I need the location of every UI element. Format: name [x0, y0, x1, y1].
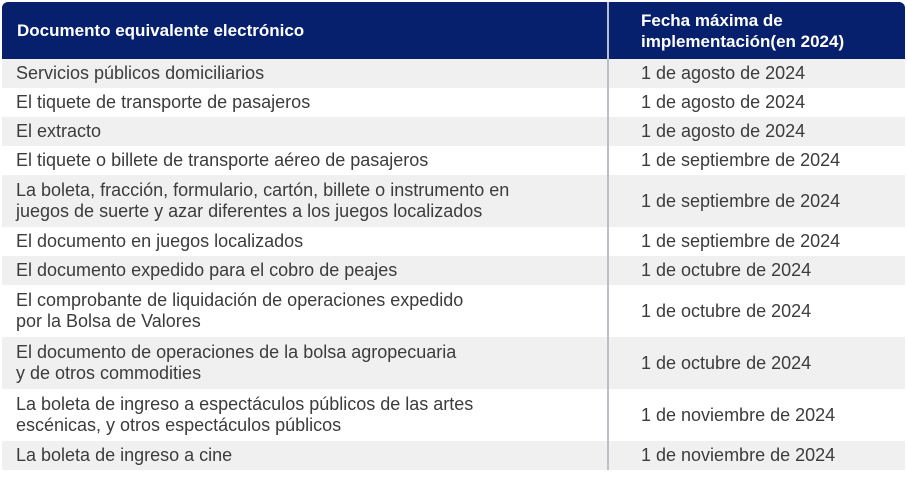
header-document-column: Documento equivalente electrónico: [2, 2, 609, 59]
document-text-line-1: El comprobante de liquidación de operaciones expedido: [16, 290, 464, 310]
table-row: [2, 389, 905, 441]
table-row: [2, 256, 905, 285]
document-cell: [2, 285, 609, 337]
document-text: El documento en juegos localizados: [16, 231, 304, 251]
date-cell: 1 de agosto de 2024: [641, 63, 806, 83]
table-row: [2, 337, 905, 389]
table-row: [2, 175, 905, 227]
date-cell: 1 de noviembre de 2024: [641, 445, 836, 465]
document-text: El documento expedido para el cobro de peajes: [16, 260, 398, 280]
document-text-line-2: juegos de suerte y azar diferentes a los juegos localizados: [16, 201, 483, 221]
date-cell: 1 de septiembre de 2024: [641, 150, 841, 170]
document-cell: [2, 337, 609, 389]
date-cell: 1 de octubre de 2024: [641, 300, 812, 321]
document-text: El tiquete o billete de transporte aéreo de pasajeros: [16, 150, 429, 170]
document-text-line-1: La boleta, fracción, formulario, cartón, billete o instrumento en: [16, 180, 510, 200]
document-cell: [2, 146, 609, 175]
table-row: [2, 285, 905, 337]
document-text: El extracto: [16, 121, 102, 141]
implementation-table: [2, 2, 905, 470]
date-cell: 1 de septiembre de 2024: [641, 190, 841, 211]
document-text: Servicios públicos domiciliarios: [16, 63, 265, 83]
document-text-line-2: y de otros commodities: [16, 363, 202, 383]
document-text: La boleta de ingreso a cine: [16, 445, 233, 465]
document-cell: [2, 59, 609, 88]
document-cell: [2, 441, 609, 470]
document-text-line-2: por la Bolsa de Valores: [16, 311, 201, 331]
table-row: [2, 227, 905, 256]
date-cell: 1 de octubre de 2024: [641, 352, 812, 373]
date-cell: 1 de agosto de 2024: [641, 92, 806, 112]
document-text: El tiquete de transporte de pasajeros: [16, 92, 311, 112]
document-cell: [2, 227, 609, 256]
document-cell: [2, 389, 609, 441]
document-cell: [2, 88, 609, 117]
header-date-line-1: Fecha máxima de: [641, 10, 783, 30]
document-text-line-1: El documento de operaciones de la bolsa agropecuaria: [16, 342, 457, 362]
table-header: [2, 2, 905, 59]
date-cell: 1 de octubre de 2024: [641, 260, 812, 280]
date-cell: 1 de agosto de 2024: [641, 121, 806, 141]
table-row: [2, 117, 905, 146]
document-cell: [2, 175, 609, 227]
header-date-line-2: implementación(en 2024): [641, 31, 845, 51]
document-text-line-2: escénicas, y otros espectáculos públicos: [16, 415, 342, 435]
date-cell: 1 de septiembre de 2024: [641, 231, 841, 251]
table-row: [2, 88, 905, 117]
date-cell: 1 de noviembre de 2024: [641, 404, 836, 425]
table-row: [2, 441, 905, 470]
document-cell: [2, 256, 609, 285]
header-date-column: [609, 2, 905, 59]
table-row: [2, 146, 905, 175]
document-text-line-1: La boleta de ingreso a espectáculos públicos de las artes: [16, 394, 474, 414]
document-cell: [2, 117, 609, 146]
table-row: [2, 59, 905, 88]
